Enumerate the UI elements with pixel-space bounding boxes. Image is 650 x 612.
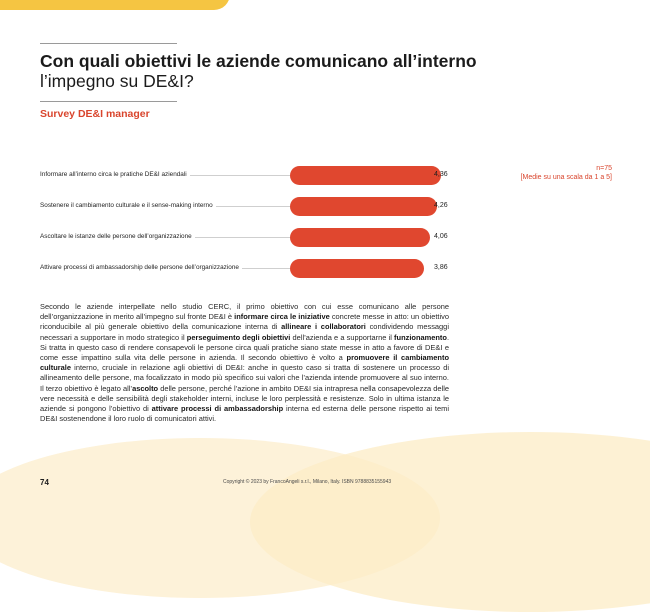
body-text-segment: . Si tratta in questo caso di rendere consapevoli le persone circa quali pratiche siano state messe in atto a favore di DE&I e come esse impattino sulla vita delle persone in azienda. Il secondo obiettivo è volto a bbox=[40, 332, 450, 363]
body-text-segment: delle persone, perché l’azione in ambito DE&I sia intrapresa nella consapevolezza delle vere necessità e delle sensibilità degli stakeholder interni, incluse le loro perplessità e resistenze. Solo in ultima istanza le aziende si pongono l’obiettivo di bbox=[40, 383, 450, 414]
bar-value-label: 4,06 bbox=[434, 233, 448, 240]
body-text-segment: interna ed esterna delle persone rispetto ai temi DE&I sostenendone il loro ruolo di comunicatori attivi. bbox=[40, 404, 449, 424]
title-bold: Con quali obiettivi le aziende comunicano all’interno bbox=[40, 51, 477, 71]
body-text-segment: interno, cruciale in relazione agli obiettivi di DE&I: anche in questo caso si tratta di sostenere un processo di allineamento delle persone, ma focalizzato in modo più specifico sui valori che l’azienda intende promuovere al suo interno. Il terzo obiettivo è legato all’ bbox=[40, 363, 449, 393]
bar bbox=[290, 259, 424, 278]
divider-top bbox=[40, 43, 177, 44]
section-subtitle: Survey DE&I manager bbox=[40, 108, 150, 120]
body-emphasis: attivare processi di ambassadorship bbox=[151, 404, 284, 414]
title-light: l’impegno su DE&I? bbox=[40, 71, 194, 91]
body-emphasis: informare circa le iniziative bbox=[234, 312, 330, 322]
copyright-notice: Copyright © 2023 by FrancoAngeli s.r.l., Milano, Italy. ISBN 9788835155943 bbox=[223, 479, 392, 485]
bar bbox=[290, 166, 441, 185]
bar-label: Attivare processi di ambassadorship delle persone dell’organizzazione bbox=[40, 264, 242, 271]
bar-value-label: 4,36 bbox=[434, 171, 448, 178]
bar-label: Informare all’interno circa le pratiche DE&I aziendali bbox=[40, 171, 190, 178]
bar-value-label: 3,86 bbox=[434, 264, 448, 271]
body-text-segment: concrete messe in atto: un obiettivo riconducibile al più generale obiettivo della comunicazione interna di bbox=[40, 312, 449, 332]
body-emphasis: allineare i collaboratori bbox=[281, 322, 366, 332]
bar bbox=[290, 228, 430, 247]
page-title bbox=[40, 51, 560, 91]
decorative-shape-top bbox=[0, 0, 230, 10]
bar-row bbox=[40, 228, 460, 259]
bar-chart bbox=[40, 166, 460, 290]
body-emphasis: perseguimento degli obiettivi bbox=[186, 332, 291, 342]
bar-row bbox=[40, 259, 460, 290]
bar-row bbox=[40, 197, 460, 228]
body-text-segment: condividendo messaggi necessari a supportare in modo strategico il bbox=[40, 322, 449, 342]
body-paragraph bbox=[40, 302, 449, 424]
body-emphasis: promuovere il cambiamento culturale bbox=[40, 353, 449, 373]
sample-note bbox=[521, 164, 612, 182]
body-emphasis: funzionamento bbox=[394, 332, 447, 342]
scale-note: [Medie su una scala da 1 a 5] bbox=[520, 174, 612, 181]
bar bbox=[290, 197, 437, 216]
body-text-segment: Secondo le aziende interpellate nello studio CERC, il primo obiettivo con cui esse comunicano alle persone dell’organizzazione in merito all’impegno sul fronte DE&I è bbox=[40, 302, 449, 322]
divider-bottom bbox=[40, 101, 177, 102]
bar-label: Ascoltare le istanze delle persone dell’organizzazione bbox=[40, 233, 195, 240]
sample-size: n=75 bbox=[596, 165, 612, 172]
body-emphasis: ascolto bbox=[132, 383, 159, 393]
body-text-segment: dell’azienda e a supportarne il bbox=[290, 332, 395, 342]
page-number: 74 bbox=[40, 478, 49, 487]
bar-row bbox=[40, 166, 460, 197]
bar-value-label: 4,26 bbox=[434, 202, 448, 209]
bar-label: Sostenere il cambiamento culturale e il sense-making interno bbox=[40, 202, 216, 209]
